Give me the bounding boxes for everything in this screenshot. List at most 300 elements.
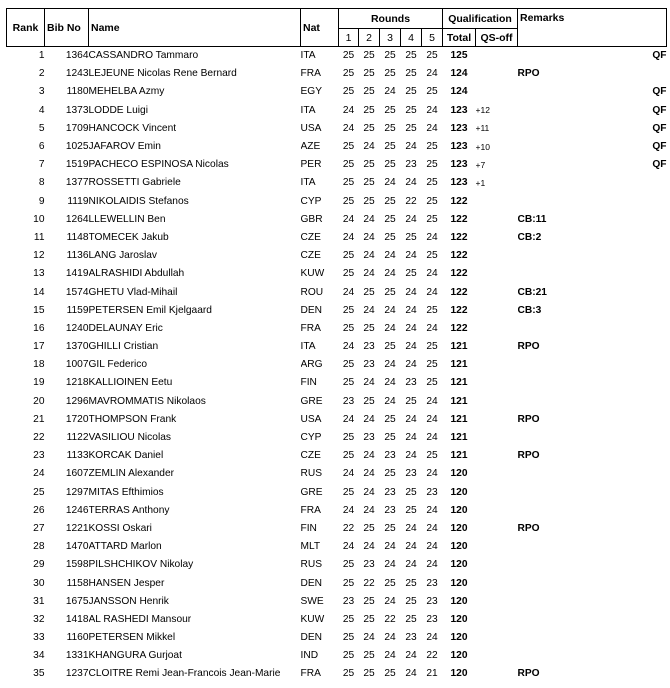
- qs-off-cell: [476, 338, 518, 356]
- table-row: [7, 665, 667, 683]
- table-row: [7, 174, 667, 192]
- round-3-score-cell: 25: [384, 50, 396, 62]
- round-1-score-cell: 24: [342, 122, 355, 134]
- round-5-score-cell: 25: [426, 304, 438, 316]
- total-score-cell: 122: [450, 322, 468, 334]
- round-2-score-cell: 24: [363, 377, 375, 389]
- table-row: [7, 265, 667, 283]
- remarks-cell: [518, 538, 597, 556]
- table-row: [7, 647, 667, 665]
- bib-no-cell: 1709: [65, 122, 89, 134]
- round-2-score-cell: 24: [363, 413, 375, 425]
- round-2-score-cell: 24: [363, 141, 375, 153]
- qualified-flag-cell: [597, 319, 667, 337]
- qs-off-cell: [476, 447, 518, 465]
- round-4-score-cell: 25: [405, 613, 417, 625]
- total-score-cell: 123: [450, 104, 468, 116]
- round-4-score-cell: 23: [405, 632, 417, 644]
- round-1-score-cell: 25: [342, 632, 355, 644]
- round-3-score-cell: 24: [384, 559, 396, 571]
- remarks-cell: [518, 556, 597, 574]
- round-3-score-cell: 25: [384, 432, 396, 444]
- athlete-name-cell: THOMPSON Frank: [88, 413, 177, 425]
- qualified-flag-cell: [597, 538, 667, 556]
- nation-cell: ITA: [300, 50, 316, 62]
- nation-cell: CZE: [300, 450, 321, 462]
- round-5-score-cell: 23: [426, 613, 438, 625]
- remarks-cell: RPO: [517, 668, 540, 680]
- round-3-score-cell: 25: [384, 668, 396, 680]
- qualified-flag-cell: QF: [652, 104, 667, 116]
- round-1-score-cell: 24: [342, 413, 355, 425]
- table-row: [7, 428, 667, 446]
- athlete-name-cell: GHETU Vlad-Mihail: [88, 286, 178, 298]
- athlete-name-cell: GIL Federico: [88, 359, 148, 371]
- nation-cell: ITA: [300, 341, 316, 353]
- rank-cell: 34: [33, 650, 45, 662]
- round-3-score-cell: 25: [384, 68, 396, 80]
- round-3-score-cell: 25: [384, 577, 396, 589]
- rank-cell: 20: [33, 395, 45, 407]
- bib-no-cell: 1148: [66, 231, 89, 243]
- round-1-score-cell: 24: [342, 468, 355, 480]
- round-3-score-cell: 24: [384, 395, 396, 407]
- round-5-score-cell: 25: [426, 359, 438, 371]
- qualified-flag-cell: [597, 392, 667, 410]
- table-row: [7, 483, 667, 501]
- remarks-cell: CB:11: [517, 213, 547, 225]
- qs-off-cell: [476, 556, 518, 574]
- nation-cell: AZE: [300, 141, 321, 153]
- qualified-flag-cell: [597, 247, 667, 265]
- round-2-score-cell: 23: [363, 341, 375, 353]
- round-2-score-cell: 23: [363, 432, 375, 444]
- nation-cell: MLT: [300, 541, 321, 553]
- bib-no-cell: 1158: [66, 577, 89, 589]
- round-5-score-cell: 24: [426, 122, 438, 134]
- table-row: [7, 319, 667, 337]
- nation-cell: ARG: [300, 359, 323, 371]
- round-3-score-cell: 24: [384, 177, 396, 189]
- round-3-score-cell: 24: [384, 304, 396, 316]
- bib-no-cell: 1675: [65, 595, 89, 607]
- rank-cell: 24: [33, 468, 45, 480]
- qs-off-cell: [476, 465, 518, 483]
- round-2-score-cell: 24: [363, 632, 375, 644]
- round-4-score-cell: 25: [405, 104, 417, 116]
- nation-cell: USA: [300, 122, 322, 134]
- round-2-score-cell: 25: [363, 68, 375, 80]
- header-rank: Rank: [7, 9, 45, 47]
- remarks-cell: RPO: [517, 68, 540, 80]
- qualified-flag-cell: [597, 447, 667, 465]
- table-row: [7, 192, 667, 210]
- remarks-cell: CB:3: [517, 304, 542, 316]
- qualified-flag-cell: QF: [652, 159, 667, 171]
- nation-cell: EGY: [300, 86, 323, 98]
- round-1-score-cell: 24: [342, 541, 355, 553]
- athlete-name-cell: LANG Jaroslav: [88, 250, 158, 262]
- table-row: [7, 592, 667, 610]
- round-3-score-cell: 24: [384, 377, 396, 389]
- total-score-cell: 120: [450, 486, 468, 498]
- athlete-name-cell: PETERSEN Mikkel: [88, 632, 176, 644]
- athlete-name-cell: ATTARD Marlon: [88, 541, 162, 553]
- qs-off-cell: [476, 301, 518, 319]
- qualified-flag-cell: [597, 556, 667, 574]
- remarks-cell: [518, 319, 597, 337]
- round-5-score-cell: 25: [426, 159, 438, 171]
- qs-off-cell: [476, 519, 518, 537]
- qs-off-cell: +7: [475, 159, 486, 170]
- round-1-score-cell: 25: [342, 159, 355, 171]
- qualified-flag-cell: [597, 338, 667, 356]
- round-5-score-cell: 25: [426, 50, 438, 62]
- round-1-score-cell: 24: [342, 504, 355, 516]
- bib-no-cell: 1370: [65, 341, 89, 353]
- bib-no-cell: 1159: [66, 304, 89, 316]
- round-2-score-cell: 24: [363, 468, 375, 480]
- athlete-name-cell: LEJEUNE Nicolas Rene Bernard: [88, 68, 237, 80]
- nation-cell: DEN: [300, 632, 323, 644]
- rank-cell: 29: [33, 559, 45, 571]
- bib-no-cell: 1373: [65, 104, 89, 116]
- nation-cell: RUS: [300, 559, 323, 571]
- round-1-score-cell: 25: [342, 86, 355, 98]
- nation-cell: ROU: [300, 286, 324, 298]
- round-4-score-cell: 25: [405, 595, 417, 607]
- qs-off-cell: [476, 501, 518, 519]
- header-total: Total: [443, 29, 476, 47]
- round-4-score-cell: 25: [405, 577, 417, 589]
- total-score-cell: 120: [450, 468, 468, 480]
- bib-no-cell: 1364: [65, 50, 89, 62]
- remarks-cell: [518, 610, 597, 628]
- round-2-score-cell: 23: [363, 559, 375, 571]
- remarks-cell: [518, 356, 597, 374]
- header-round-1: 1: [339, 29, 359, 47]
- round-2-score-cell: 24: [363, 213, 375, 225]
- round-4-score-cell: 23: [405, 377, 417, 389]
- table-row: [7, 338, 667, 356]
- rank-cell: 8: [38, 177, 45, 189]
- remarks-cell: [518, 137, 597, 155]
- remarks-cell: RPO: [517, 413, 540, 425]
- round-3-score-cell: 24: [384, 359, 396, 371]
- bib-no-cell: 1025: [65, 141, 89, 153]
- round-5-score-cell: 25: [426, 450, 438, 462]
- round-4-score-cell: 24: [405, 250, 417, 262]
- round-3-score-cell: 23: [384, 486, 396, 498]
- round-5-score-cell: 24: [426, 632, 438, 644]
- bib-no-cell: 1574: [65, 286, 89, 298]
- round-1-score-cell: 25: [342, 322, 355, 334]
- round-3-score-cell: 25: [384, 159, 396, 171]
- qualified-flag-cell: QF: [652, 122, 667, 134]
- nation-cell: IND: [300, 650, 319, 662]
- bib-no-cell: 1297: [65, 486, 89, 498]
- qs-off-cell: [476, 65, 518, 83]
- qs-off-cell: [476, 374, 518, 392]
- remarks-cell: CB:21: [517, 286, 547, 298]
- round-1-score-cell: 25: [342, 577, 355, 589]
- bib-no-cell: 1720: [65, 413, 89, 425]
- bib-no-cell: 1218: [65, 377, 89, 389]
- round-1-score-cell: 24: [342, 286, 355, 298]
- bib-no-cell: 1519: [65, 159, 89, 171]
- total-score-cell: 123: [450, 177, 468, 189]
- round-1-score-cell: 25: [342, 613, 355, 625]
- round-1-score-cell: 25: [342, 432, 355, 444]
- bib-no-cell: 1419: [65, 268, 89, 280]
- total-score-cell: 120: [450, 559, 468, 571]
- bib-no-cell: 1377: [65, 177, 89, 189]
- athlete-name-cell: JAFAROV Emin: [88, 141, 161, 153]
- remarks-cell: [518, 83, 597, 101]
- remarks-cell: [518, 47, 597, 65]
- athlete-name-cell: LLEWELLIN Ben: [88, 213, 166, 225]
- athlete-name-cell: KHANGURA Gurjoat: [88, 650, 182, 662]
- round-1-score-cell: 22: [342, 522, 355, 534]
- qs-off-cell: [476, 410, 518, 428]
- round-5-score-cell: 25: [426, 213, 438, 225]
- table-row: [7, 210, 667, 228]
- rank-cell: 33: [33, 632, 45, 644]
- round-3-score-cell: 25: [384, 413, 396, 425]
- round-5-score-cell: 24: [426, 322, 438, 334]
- round-1-score-cell: 25: [342, 268, 355, 280]
- nation-cell: FRA: [300, 504, 321, 516]
- round-5-score-cell: 25: [426, 141, 438, 153]
- qs-off-cell: [476, 247, 518, 265]
- total-score-cell: 124: [450, 68, 468, 80]
- total-score-cell: 122: [450, 286, 468, 298]
- qs-off-cell: [476, 629, 518, 647]
- round-3-score-cell: 24: [384, 650, 396, 662]
- rank-cell: 28: [33, 541, 45, 553]
- rank-cell: 27: [33, 522, 45, 534]
- round-5-score-cell: 25: [426, 341, 438, 353]
- round-5-score-cell: 25: [426, 250, 438, 262]
- qs-off-cell: [476, 428, 518, 446]
- bib-no-cell: 1418: [65, 613, 89, 625]
- bib-no-cell: 1136: [66, 250, 89, 262]
- remarks-cell: RPO: [517, 450, 540, 462]
- qualified-flag-cell: [597, 210, 667, 228]
- athlete-name-cell: TOMECEK Jakub: [88, 231, 169, 243]
- remarks-cell: [518, 101, 597, 119]
- bib-no-cell: 1122: [66, 432, 89, 444]
- round-5-score-cell: 25: [426, 177, 438, 189]
- header-qs-off: QS-off: [476, 29, 518, 47]
- total-score-cell: 120: [450, 504, 468, 516]
- total-score-cell: 121: [450, 432, 468, 444]
- round-3-score-cell: 25: [384, 195, 396, 207]
- nation-cell: CYP: [300, 195, 322, 207]
- nation-cell: GRE: [300, 395, 323, 407]
- round-4-score-cell: 24: [405, 304, 417, 316]
- qs-off-cell: [476, 483, 518, 501]
- round-2-score-cell: 24: [363, 541, 375, 553]
- table-row: [7, 47, 667, 65]
- nation-cell: FIN: [300, 377, 317, 389]
- total-score-cell: 121: [450, 377, 468, 389]
- qualified-flag-cell: [597, 665, 667, 683]
- qs-off-cell: [476, 47, 518, 65]
- remarks-cell: [518, 247, 597, 265]
- header-round-5: 5: [422, 29, 443, 47]
- bib-no-cell: 1598: [65, 559, 89, 571]
- round-2-score-cell: 25: [363, 104, 375, 116]
- athlete-name-cell: HANSEN Jesper: [88, 577, 165, 589]
- athlete-name-cell: CLOITRE Remi Jean-Francois Jean-Marie: [88, 668, 281, 680]
- qualified-flag-cell: [597, 428, 667, 446]
- bib-no-cell: 1246: [65, 504, 89, 516]
- round-2-score-cell: 24: [363, 231, 375, 243]
- total-score-cell: 122: [450, 213, 468, 225]
- qs-off-cell: +1: [475, 177, 486, 188]
- round-5-score-cell: 24: [426, 231, 438, 243]
- total-score-cell: 122: [450, 195, 468, 207]
- athlete-name-cell: ZEMLIN Alexander: [88, 468, 174, 480]
- qs-off-cell: +12: [475, 105, 490, 116]
- athlete-name-cell: GHILLI Cristian: [88, 341, 159, 353]
- qs-off-cell: [476, 228, 518, 246]
- remarks-cell: [518, 647, 597, 665]
- remarks-cell: [518, 465, 597, 483]
- nation-cell: FRA: [300, 322, 321, 334]
- round-3-score-cell: 25: [384, 341, 396, 353]
- athlete-name-cell: HANCOCK Vincent: [88, 122, 177, 134]
- round-4-score-cell: 24: [405, 141, 417, 153]
- table-row: [7, 301, 667, 319]
- athlete-name-cell: DELAUNAY Eric: [88, 322, 163, 334]
- round-3-score-cell: 25: [384, 286, 396, 298]
- round-2-score-cell: 24: [363, 504, 375, 516]
- table-row: [7, 538, 667, 556]
- round-4-score-cell: 24: [405, 413, 417, 425]
- remarks-cell: [518, 192, 597, 210]
- round-5-score-cell: 24: [426, 413, 438, 425]
- total-score-cell: 122: [450, 304, 468, 316]
- round-2-score-cell: 25: [363, 522, 375, 534]
- round-1-score-cell: 25: [342, 304, 355, 316]
- round-4-score-cell: 25: [405, 50, 417, 62]
- results-table: [6, 8, 667, 683]
- round-5-score-cell: 23: [426, 486, 438, 498]
- round-4-score-cell: 24: [405, 322, 417, 334]
- round-1-score-cell: 24: [342, 104, 355, 116]
- round-3-score-cell: 23: [384, 450, 396, 462]
- round-3-score-cell: 25: [384, 231, 396, 243]
- rank-cell: 19: [33, 377, 45, 389]
- table-row: [7, 247, 667, 265]
- round-2-score-cell: 25: [363, 122, 375, 134]
- round-3-score-cell: 24: [384, 250, 396, 262]
- round-3-score-cell: 25: [384, 522, 396, 534]
- athlete-name-cell: ALRASHIDI Abdullah: [88, 268, 185, 280]
- nation-cell: CYP: [300, 432, 322, 444]
- rank-cell: 7: [38, 159, 45, 171]
- header-qualification: Qualification: [443, 9, 518, 29]
- total-score-cell: 121: [450, 359, 468, 371]
- nation-cell: FRA: [300, 68, 321, 80]
- qualified-flag-cell: [597, 228, 667, 246]
- athlete-name-cell: PILSHCHIKOV Nikolay: [88, 559, 194, 571]
- round-2-score-cell: 25: [363, 395, 375, 407]
- round-4-score-cell: 25: [405, 395, 417, 407]
- athlete-name-cell: NIKOLAIDIS Stefanos: [88, 195, 189, 207]
- remarks-cell: [518, 574, 597, 592]
- remarks-cell: RPO: [517, 522, 540, 534]
- nation-cell: FRA: [300, 668, 321, 680]
- athlete-name-cell: ROSSETTI Gabriele: [88, 177, 181, 189]
- athlete-name-cell: VASILIOU Nicolas: [88, 432, 171, 444]
- nation-cell: SWE: [300, 595, 324, 607]
- round-2-score-cell: 23: [363, 359, 375, 371]
- round-2-score-cell: 24: [363, 486, 375, 498]
- athlete-name-cell: TERRAS Anthony: [88, 504, 170, 516]
- nation-cell: RUS: [300, 468, 323, 480]
- round-4-score-cell: 24: [405, 432, 417, 444]
- total-score-cell: 120: [450, 613, 468, 625]
- table-row: [7, 392, 667, 410]
- rank-cell: 32: [33, 613, 45, 625]
- round-3-score-cell: 23: [384, 504, 396, 516]
- round-4-score-cell: 25: [405, 486, 417, 498]
- round-5-score-cell: 24: [426, 104, 438, 116]
- round-1-score-cell: 25: [342, 177, 355, 189]
- qualified-flag-cell: [597, 483, 667, 501]
- qs-off-cell: +10: [475, 141, 490, 152]
- round-3-score-cell: 24: [384, 322, 396, 334]
- nation-cell: ITA: [300, 104, 316, 116]
- round-1-score-cell: 25: [342, 195, 355, 207]
- rank-cell: 10: [33, 213, 45, 225]
- table-row: [7, 83, 667, 101]
- total-score-cell: 121: [450, 413, 468, 425]
- total-score-cell: 120: [450, 541, 468, 553]
- qualified-flag-cell: [597, 629, 667, 647]
- total-score-cell: 125: [450, 50, 468, 62]
- round-5-score-cell: 23: [426, 577, 438, 589]
- total-score-cell: 122: [450, 268, 468, 280]
- round-5-score-cell: 24: [426, 541, 438, 553]
- round-1-score-cell: 24: [342, 341, 355, 353]
- round-5-score-cell: 24: [426, 286, 438, 298]
- round-1-score-cell: 25: [342, 377, 355, 389]
- round-2-score-cell: 25: [363, 613, 375, 625]
- table-row: [7, 629, 667, 647]
- qs-off-cell: [476, 610, 518, 628]
- round-3-score-cell: 24: [384, 86, 396, 98]
- rank-cell: 2: [38, 68, 45, 80]
- rank-cell: 18: [33, 359, 45, 371]
- qualified-flag-cell: [597, 65, 667, 83]
- qs-off-cell: [476, 319, 518, 337]
- bib-no-cell: 1119: [67, 195, 89, 207]
- athlete-name-cell: PETERSEN Emil Kjelgaard: [88, 304, 212, 316]
- qs-off-cell: [476, 592, 518, 610]
- round-5-score-cell: 24: [426, 268, 438, 280]
- qualified-flag-cell: [597, 283, 667, 301]
- nation-cell: CZE: [300, 250, 321, 262]
- round-2-score-cell: 25: [363, 50, 375, 62]
- nation-cell: PER: [300, 159, 322, 171]
- rank-cell: 4: [38, 104, 45, 116]
- nation-cell: USA: [300, 413, 322, 425]
- total-score-cell: 123: [450, 122, 468, 134]
